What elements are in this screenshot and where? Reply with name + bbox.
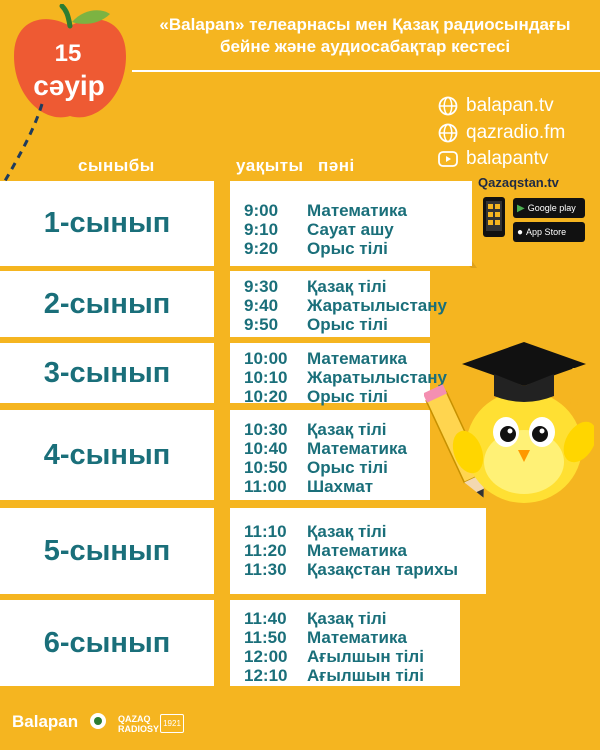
apple-icon: ● (517, 226, 524, 238)
balapan-logo-mark-icon (88, 711, 108, 731)
app-store-badge[interactable] (513, 222, 585, 242)
lesson-row (244, 315, 388, 334)
dashed-path-decoration (0, 100, 60, 190)
phone-icon (482, 196, 506, 238)
link-youtube[interactable] (438, 147, 548, 171)
link-qazradio[interactable] (438, 121, 565, 145)
lesson-subject: Қазақ тілі (307, 420, 387, 439)
title-line-1: «Balapan» телеарнасы мен Қазақ радиосындағы (159, 15, 571, 34)
lesson-row (244, 522, 387, 541)
column-header-subject: пәні (318, 156, 355, 175)
lesson-row (244, 609, 387, 628)
grade-cell-2: 2-сынып (0, 271, 214, 337)
lesson-subject: Ағылшын тілі (307, 666, 424, 685)
lesson-subject: Математика (307, 349, 407, 368)
lesson-time: 10:50 (244, 458, 288, 477)
lesson-subject: Шахмат (307, 477, 374, 496)
lesson-subject: Ағылшын тілі (307, 647, 424, 666)
lesson-subject: Математика (307, 628, 407, 647)
lesson-time: 11:40 (244, 609, 287, 628)
youtube-icon (438, 151, 458, 167)
chick-mascot-illustration (424, 322, 594, 512)
subject-cell-3 (230, 343, 447, 406)
link-label: balapantv (466, 148, 549, 169)
subject-cell-1 (230, 181, 472, 266)
lesson-time: 9:10 (244, 220, 279, 239)
lesson-row (244, 541, 407, 560)
lesson-row (244, 477, 373, 496)
lesson-subject: Қазақ тілі (307, 609, 387, 628)
lesson-subject: Қазақ тілі (307, 277, 387, 296)
google-play-label: Google play (527, 203, 576, 213)
radio-logo-line-1: QAZAQ (118, 714, 151, 724)
lesson-time: 9:00 (244, 201, 279, 220)
lesson-row (244, 628, 407, 647)
lesson-subject: Орыс тілі (307, 458, 388, 477)
lesson-subject: Жаратылыстану (307, 296, 447, 315)
lesson-time: 11:50 (244, 628, 287, 647)
balapan-logo: Balapan (12, 712, 79, 731)
page-title (135, 14, 595, 66)
grade-cell-6: 6-сынып (0, 600, 214, 686)
lesson-time: 10:30 (244, 420, 288, 439)
play-icon: ▶ (517, 202, 525, 214)
lesson-time: 12:10 (244, 666, 288, 685)
lesson-time: 9:50 (244, 315, 279, 334)
lesson-row (244, 368, 447, 387)
subject-cell-2 (230, 271, 447, 337)
app-store-label: App Store (526, 227, 567, 237)
grade-cell-4: 4-сынып (0, 410, 214, 500)
lesson-time: 9:40 (244, 296, 279, 315)
subject-cell-4 (230, 410, 430, 500)
lesson-time: 11:10 (244, 522, 287, 541)
column-header-grade: сыныбы (78, 156, 155, 175)
lesson-row (244, 201, 407, 220)
lesson-row (244, 387, 388, 406)
lesson-time: 11:00 (244, 477, 287, 496)
lesson-subject: Математика (307, 541, 407, 560)
globe-icon (438, 96, 458, 116)
radio-year-badge: 1921 (160, 714, 184, 733)
lesson-row (244, 239, 388, 258)
grade-cell-3: 3-сынып (0, 343, 214, 403)
lesson-subject: Орыс тілі (307, 239, 388, 258)
radio-logo-line-2: RADIOSY (118, 724, 160, 734)
lesson-row (244, 277, 387, 296)
lesson-time: 12:00 (244, 647, 288, 666)
lesson-row (244, 439, 407, 458)
lesson-time: 10:20 (244, 387, 288, 406)
subject-cell-5 (230, 508, 486, 594)
lesson-time: 9:30 (244, 277, 279, 296)
lesson-subject: Сауат ашу (307, 220, 394, 239)
lesson-row (244, 349, 407, 368)
lesson-subject: Математика (307, 201, 407, 220)
qazaqstan-tv-label: Qazaqstan.tv (478, 175, 559, 190)
lesson-row (244, 458, 388, 477)
lesson-row (244, 296, 447, 315)
lesson-subject: Қазақ тілі (307, 522, 387, 541)
lesson-row (244, 647, 424, 666)
link-label: balapan.tv (466, 95, 554, 116)
subject-cell-6 (230, 600, 460, 686)
column-header-time: уақыты (236, 156, 304, 175)
globe-icon (438, 123, 458, 143)
lesson-subject: Орыс тілі (307, 387, 388, 406)
lesson-time: 10:10 (244, 368, 288, 387)
lesson-row (244, 666, 424, 685)
lesson-row (244, 420, 387, 439)
lesson-subject: Математика (307, 439, 407, 458)
lesson-subject: Жаратылыстану (307, 368, 447, 387)
header-divider (132, 70, 600, 72)
grade-cell-5: 5-сынып (0, 508, 214, 594)
lesson-row (244, 560, 458, 579)
lesson-time: 11:20 (244, 541, 287, 560)
lesson-time: 10:00 (244, 349, 288, 368)
link-balapan-tv[interactable] (438, 94, 554, 118)
lesson-row (244, 220, 394, 239)
lesson-subject: Орыс тілі (307, 315, 388, 334)
link-label: qazradio.fm (466, 122, 566, 143)
grade-cell-1: 1-сынып (0, 181, 214, 266)
date-number: 15 (54, 40, 82, 67)
lesson-time: 11:30 (244, 560, 287, 579)
date-month: сәуір (33, 70, 105, 101)
qazaq-radiosy-logo (118, 714, 159, 734)
title-line-2: бейне және аудиосабақтар кестесі (219, 37, 511, 56)
lesson-time: 9:20 (244, 239, 279, 258)
lesson-subject: Қазақстан тарихы (307, 560, 459, 579)
google-play-badge[interactable] (513, 198, 585, 218)
lesson-time: 10:40 (244, 439, 288, 458)
